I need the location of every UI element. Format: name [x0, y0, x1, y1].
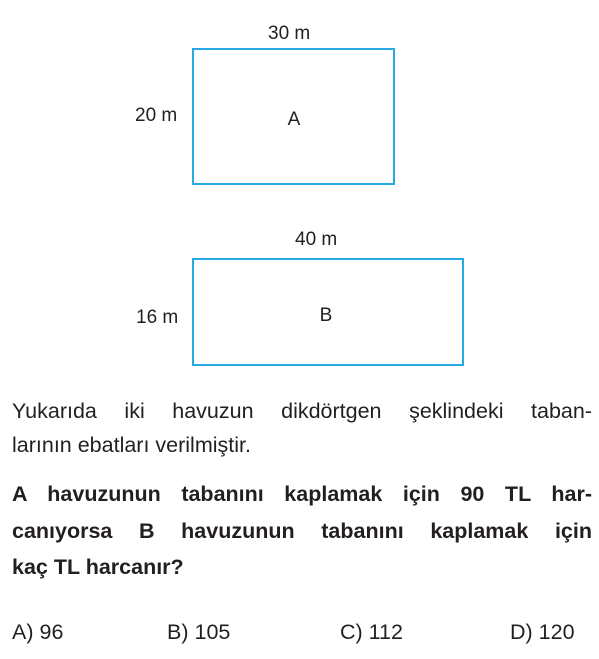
option-b-letter: B): [167, 620, 189, 644]
option-a-letter: A): [12, 620, 34, 644]
question-text: [12, 476, 592, 586]
option-a[interactable]: [12, 619, 63, 645]
answer-options: [12, 619, 592, 645]
question-line-1: A havuzunun tabanını kaplamak için 90 TL har-: [12, 482, 592, 506]
pool-b-width-label: 40 m: [295, 229, 338, 250]
option-b-value: 105: [194, 620, 231, 644]
intro-line-2: larının ebatları verilmiştir.: [12, 433, 251, 457]
question-line-3: kaç TL harcanır?: [12, 555, 184, 579]
option-c[interactable]: [340, 619, 403, 645]
intro-line-1: Yukarıda iki havuzun dikdörtgen şeklindeki taban-: [12, 399, 592, 423]
option-a-value: 96: [39, 620, 64, 644]
pool-b-letter: B: [319, 305, 333, 326]
option-b[interactable]: [167, 619, 230, 645]
question-line-2: canıyorsa B havuzunun tabanını kaplamak için: [12, 518, 592, 543]
option-d-letter: D): [510, 620, 533, 644]
option-c-letter: C): [340, 620, 363, 644]
pool-a-height-label: 20 m: [135, 105, 178, 126]
option-d-value: 120: [538, 620, 575, 644]
option-d[interactable]: [510, 619, 575, 645]
pool-b-height-label: 16 m: [136, 307, 179, 328]
pool-a-width-label: 30 m: [268, 23, 311, 44]
option-c-value: 112: [368, 620, 403, 644]
pool-a-letter: A: [287, 109, 301, 130]
intro-text: [12, 394, 592, 462]
